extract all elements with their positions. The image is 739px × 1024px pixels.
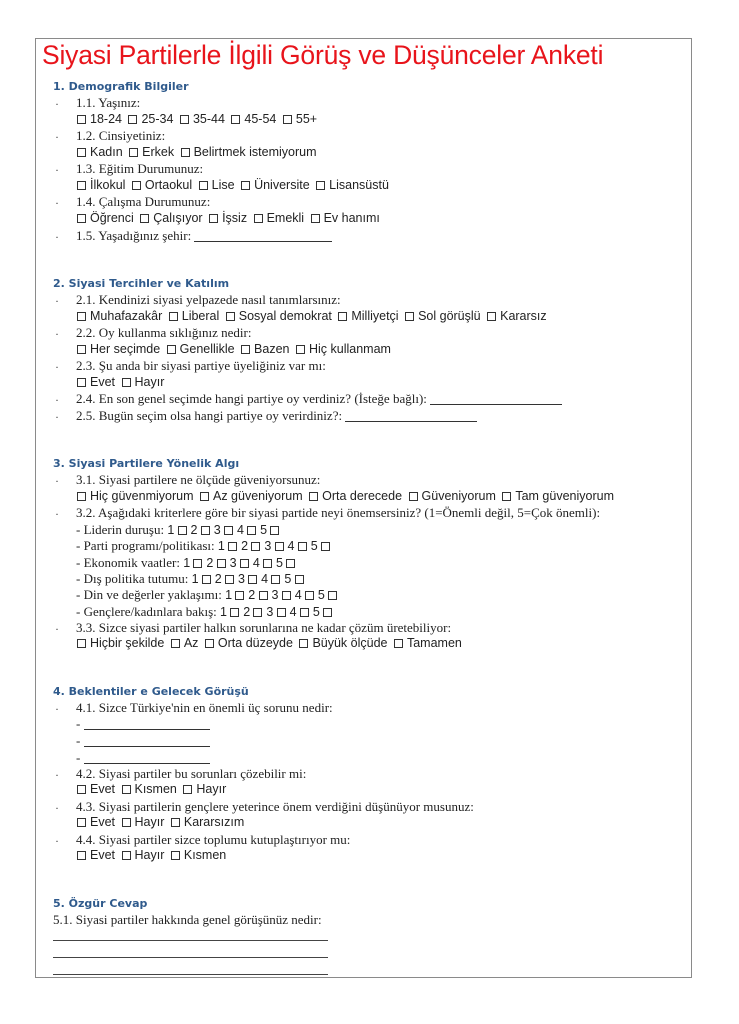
answer-line-1: -: [76, 716, 210, 732]
bullet: ·: [55, 360, 59, 374]
scale-number: 5: [260, 523, 268, 537]
scale-checkbox[interactable]: [286, 559, 295, 568]
option[interactable]: Her seçimde: [77, 342, 160, 356]
question-label: 5.1. Siyasi partiler hakkında genel görüşünüz nedir:: [53, 912, 322, 927]
option[interactable]: 18-24: [77, 112, 122, 126]
section-heading-free-answer: 5. Özgür Cevap: [53, 897, 148, 910]
scale-checkbox[interactable]: [248, 575, 257, 584]
checkbox[interactable]: [241, 345, 250, 354]
question-label: 2.3. Şu anda bir siyasi partiye üyeliğiniz var mı:: [76, 358, 326, 373]
options-polarization: [77, 848, 229, 862]
option[interactable]: Hiçbir şekilde: [77, 636, 164, 650]
scale-checkbox[interactable]: [230, 608, 239, 617]
question-label: 3.2. Aşağıdaki kriterlere göre bir siyasi partide neyi önemsersiniz? (1=Önemli değil, 5=Çok önemli):: [76, 505, 601, 520]
scale-number: 5: [276, 555, 283, 570]
vote-today-input[interactable]: [345, 410, 477, 422]
scale-checkbox[interactable]: [202, 575, 211, 584]
checkbox[interactable]: [77, 148, 86, 157]
scale-number: 1: [183, 555, 191, 570]
question-label: 3.3. Sizce siyasi partiler halkın sorunlarına ne kadar çözüm üretebiliyor:: [76, 620, 452, 635]
scale-number: 3: [271, 588, 279, 603]
option[interactable]: 35-44: [180, 112, 225, 126]
checkbox[interactable]: [122, 378, 131, 387]
question-label: 1.3. Eğitim Durumunuz:: [76, 161, 204, 176]
scale-checkbox[interactable]: [253, 608, 262, 617]
option[interactable]: Kararsızım: [171, 815, 244, 829]
option[interactable]: Ortaokul: [132, 178, 192, 192]
scale-number: 4: [261, 571, 269, 586]
checkbox[interactable]: [122, 818, 131, 827]
bullet: ·: [55, 768, 59, 782]
scale-checkbox[interactable]: [263, 559, 272, 568]
option[interactable]: Emekli: [254, 211, 305, 225]
checkbox[interactable]: [77, 115, 86, 124]
checkbox[interactable]: [405, 312, 414, 321]
scale-checkbox[interactable]: [235, 591, 244, 600]
option[interactable]: Güveniyorum: [409, 489, 496, 503]
option[interactable]: Sol görüşlü: [405, 309, 481, 323]
criteria-row: [76, 555, 299, 571]
option[interactable]: Kararsız: [487, 309, 547, 323]
option[interactable]: Hayır: [122, 815, 165, 829]
checkbox[interactable]: [129, 148, 138, 157]
scale-number: 3: [237, 571, 245, 586]
scale-number: 2: [243, 604, 251, 619]
checkbox[interactable]: [77, 818, 86, 827]
option[interactable]: Evet: [77, 782, 115, 796]
checkbox[interactable]: [409, 492, 418, 501]
option[interactable]: Milliyetçi: [338, 309, 398, 323]
option[interactable]: Belirtmek istemiyorum: [181, 145, 317, 159]
scale-checkbox[interactable]: [193, 559, 202, 568]
option[interactable]: Liberal: [169, 309, 220, 323]
option[interactable]: Hayır: [122, 848, 165, 862]
checkbox[interactable]: [296, 345, 305, 354]
question-vote-today: 2.5. Bugün seçim olsa hangi partiye oy verirdiniz?:: [76, 408, 477, 424]
option[interactable]: İlkokul: [77, 178, 125, 192]
scale-checkbox[interactable]: [271, 575, 280, 584]
free-answer-line-1[interactable]: [53, 940, 328, 941]
section-heading-political-preferences: 2. Siyasi Tercihler ve Katılım: [53, 277, 230, 290]
checkbox[interactable]: [77, 312, 86, 321]
criteria-row: [76, 571, 308, 587]
checkbox[interactable]: [180, 115, 189, 124]
option[interactable]: Orta derecede: [309, 489, 402, 503]
scale-number: 2: [248, 588, 256, 603]
option[interactable]: 55+: [283, 112, 317, 126]
question-label: 1.2. Cinsiyetiniz:: [76, 128, 166, 143]
checkbox[interactable]: [487, 312, 496, 321]
answer-line-3: -: [76, 750, 210, 766]
scale-checkbox[interactable]: [298, 542, 307, 551]
scale-number: 2: [214, 571, 222, 586]
criteria-row: [76, 522, 283, 538]
scale-number: 3: [264, 539, 272, 554]
criteria-label: - Dış politika tutumu:: [76, 570, 189, 586]
checkbox[interactable]: [77, 851, 86, 860]
option[interactable]: Tam güveniyorum: [502, 489, 614, 503]
option[interactable]: Az güveniyorum: [200, 489, 303, 503]
option[interactable]: Kadın: [77, 145, 123, 159]
scale-checkbox[interactable]: [217, 559, 226, 568]
checkbox[interactable]: [169, 312, 178, 321]
bullet: ·: [55, 801, 59, 815]
checkbox[interactable]: [205, 639, 214, 648]
scale-number: 1: [225, 588, 233, 603]
scale-number: 3: [213, 523, 221, 537]
question-label: 3.1. Siyasi partilere ne ölçüde güveniyorsunuz:: [76, 472, 321, 487]
bullet: ·: [55, 97, 59, 111]
criteria-label: - Parti programı/politikası:: [76, 538, 215, 554]
checkbox[interactable]: [77, 785, 86, 794]
criteria-row: [76, 604, 336, 620]
checkbox[interactable]: [77, 492, 86, 501]
bullet: ·: [55, 130, 59, 144]
option[interactable]: Genellikle: [167, 342, 235, 356]
option[interactable]: Lisansüstü: [316, 178, 389, 192]
options-education: [77, 178, 392, 192]
option[interactable]: Ev hanımı: [311, 211, 380, 225]
problem-input-2[interactable]: [84, 735, 210, 747]
scale-checkbox[interactable]: [275, 542, 284, 551]
checkbox[interactable]: [209, 214, 218, 223]
scale-checkbox[interactable]: [201, 526, 210, 535]
option[interactable]: Hiç kullanmam: [296, 342, 391, 356]
scale-number: 1: [191, 571, 199, 586]
scale-checkbox[interactable]: [251, 542, 260, 551]
checkbox[interactable]: [77, 181, 86, 190]
scale-checkbox[interactable]: [300, 608, 309, 617]
checkbox[interactable]: [316, 181, 325, 190]
scale-number: 2: [190, 523, 198, 537]
checkbox[interactable]: [122, 785, 131, 794]
problem-input-1[interactable]: [84, 718, 210, 730]
checkbox[interactable]: [183, 785, 192, 794]
scale-number: 4: [294, 588, 302, 603]
answer-line-2: -: [76, 733, 210, 749]
survey-title: Siyasi Partilerle İlgili Görüş ve Düşünceler Anketi: [42, 40, 604, 70]
problem-input-3[interactable]: [84, 752, 210, 764]
scale-number: 4: [252, 555, 260, 570]
section-heading-expectations: 4. Beklentiler e Gelecek Görüşü: [53, 685, 249, 698]
checkbox[interactable]: [283, 115, 292, 124]
question-label: 2.2. Oy kullanma sıklığınız nedir:: [76, 325, 252, 340]
scale-number: 5: [312, 604, 320, 619]
checkbox[interactable]: [77, 639, 86, 648]
option[interactable]: Kısmen: [171, 848, 226, 862]
scale-number: 5: [317, 588, 325, 603]
scale-number: 1: [167, 523, 175, 537]
checkbox[interactable]: [77, 214, 86, 223]
criteria-row: [76, 538, 334, 554]
checkbox[interactable]: [309, 492, 318, 501]
checkbox[interactable]: [171, 818, 180, 827]
question-city: 1.5. Yaşadığınız şehir:: [76, 228, 332, 244]
free-answer-line-2[interactable]: [53, 957, 328, 958]
bullet: ·: [55, 622, 59, 636]
bullet: ·: [55, 834, 59, 848]
options-solutions: [77, 636, 465, 650]
checkbox[interactable]: [502, 492, 511, 501]
question-label: 2.1. Kendinizi siyasi yelpazede nasıl tanımlarsınız:: [76, 292, 341, 307]
options-ideology: [77, 309, 550, 323]
scale-checkbox[interactable]: [247, 526, 256, 535]
section-heading-demographics: 1. Demografik Bilgiler: [53, 80, 189, 93]
criteria-label: - Liderin duruşu:: [76, 522, 165, 537]
option[interactable]: Tamamen: [394, 636, 462, 650]
option[interactable]: Evet: [77, 848, 115, 862]
checkbox[interactable]: [200, 492, 209, 501]
scale-number: 5: [284, 571, 292, 586]
option[interactable]: 25-34: [128, 112, 173, 126]
option[interactable]: Kısmen: [122, 782, 177, 796]
checkbox[interactable]: [171, 639, 180, 648]
checkbox[interactable]: [77, 378, 86, 387]
bullet: ·: [55, 393, 59, 407]
scale-checkbox[interactable]: [323, 608, 332, 617]
options-employment: [77, 211, 383, 225]
question-label: 4.2. Siyasi partiler bu sorunları çözebilir mi:: [76, 766, 307, 781]
section-heading-perception: 3. Siyasi Partilere Yönelik Algı: [53, 457, 240, 470]
criteria-row: [76, 587, 341, 603]
option[interactable]: Bazen: [241, 342, 289, 356]
scale-checkbox[interactable]: [295, 575, 304, 584]
checkbox[interactable]: [199, 181, 208, 190]
checkbox[interactable]: [132, 181, 141, 190]
checkbox[interactable]: [394, 639, 403, 648]
scale-number: 1: [217, 539, 225, 554]
bullet: ·: [55, 327, 59, 341]
bullet: ·: [55, 230, 59, 244]
option[interactable]: Az: [171, 636, 199, 650]
scale-checkbox[interactable]: [225, 575, 234, 584]
checkbox[interactable]: [254, 214, 263, 223]
option[interactable]: 45-54: [231, 112, 276, 126]
option[interactable]: İşsiz: [209, 211, 247, 225]
option[interactable]: Evet: [77, 815, 115, 829]
bullet: ·: [55, 410, 59, 424]
bullet: ·: [55, 507, 59, 521]
checkbox[interactable]: [338, 312, 347, 321]
option[interactable]: Büyük ölçüde: [299, 636, 387, 650]
scale-checkbox[interactable]: [240, 559, 249, 568]
option[interactable]: Lise: [199, 178, 235, 192]
scale-number: 4: [289, 604, 297, 619]
scale-checkbox[interactable]: [277, 608, 286, 617]
option[interactable]: Üniversite: [241, 178, 310, 192]
option[interactable]: Erkek: [129, 145, 174, 159]
options-voting-frequency: [77, 342, 394, 356]
options-membership: [77, 375, 167, 389]
scale-number: 3: [266, 604, 274, 619]
checkbox[interactable]: [122, 851, 131, 860]
scale-checkbox[interactable]: [224, 526, 233, 535]
option[interactable]: Hayır: [183, 782, 226, 796]
option[interactable]: Hiç güvenmiyorum: [77, 489, 194, 503]
checkbox[interactable]: [181, 148, 190, 157]
scale-checkbox[interactable]: [228, 542, 237, 551]
bullet: ·: [55, 702, 59, 716]
bullet: ·: [55, 163, 59, 177]
bullet: ·: [55, 294, 59, 308]
question-label: 4.1. Sizce Türkiye'nin en önemli üç sorunu nedir:: [76, 700, 333, 715]
city-input[interactable]: [194, 230, 332, 242]
checkbox[interactable]: [167, 345, 176, 354]
checkbox[interactable]: [241, 181, 250, 190]
options-gender: [77, 145, 320, 159]
question-last-vote: 2.4. En son genel seçimde hangi partiye oy verdiniz? (İsteğe bağlı):: [76, 391, 562, 407]
scale-number: 5: [310, 539, 318, 554]
last-vote-input[interactable]: [430, 393, 562, 405]
checkbox[interactable]: [171, 851, 180, 860]
checkbox[interactable]: [140, 214, 149, 223]
checkbox[interactable]: [226, 312, 235, 321]
option[interactable]: Sosyal demokrat: [226, 309, 332, 323]
option[interactable]: Muhafazakâr: [77, 309, 162, 323]
checkbox[interactable]: [231, 115, 240, 124]
scale-number: 2: [241, 539, 249, 554]
option[interactable]: Hayır: [122, 375, 165, 389]
question-label: 4.4. Siyasi partiler sizce toplumu kutuplaştırıyor mu:: [76, 832, 351, 847]
scale-number: 3: [229, 555, 237, 570]
checkbox[interactable]: [128, 115, 137, 124]
criteria-label: - Gençlere/kadınlara bakış:: [76, 603, 217, 619]
scale-checkbox[interactable]: [328, 591, 337, 600]
scale-checkbox[interactable]: [282, 591, 291, 600]
scale-checkbox[interactable]: [305, 591, 314, 600]
bullet: ·: [55, 474, 59, 488]
checkbox[interactable]: [311, 214, 320, 223]
scale-number: 2: [206, 555, 214, 570]
bullet: ·: [55, 196, 59, 210]
scale-checkbox[interactable]: [321, 542, 330, 551]
scale-checkbox[interactable]: [259, 591, 268, 600]
option[interactable]: Çalışıyor: [140, 211, 202, 225]
scale-checkbox[interactable]: [178, 526, 187, 535]
question-label: 4.3. Siyasi partilerin gençlere yeterince önem verdiğini düşünüyor musunuz:: [76, 799, 474, 814]
checkbox[interactable]: [299, 639, 308, 648]
options-age: [77, 112, 320, 126]
option[interactable]: Öğrenci: [77, 211, 134, 225]
options-can-solve: [77, 782, 229, 796]
criteria-label: - Ekonomik vaatler:: [76, 554, 180, 570]
options-trust: [77, 489, 617, 503]
criteria-label: - Din ve değerler yaklaşımı:: [76, 587, 222, 603]
question-label: 1.4. Çalışma Durumunuz:: [76, 194, 211, 209]
question-label: 1.1. Yaşınız:: [76, 95, 141, 110]
scale-number: 1: [220, 604, 227, 619]
option[interactable]: Evet: [77, 375, 115, 389]
scale-number: 4: [236, 523, 244, 537]
options-youth: [77, 815, 247, 829]
checkbox[interactable]: [77, 345, 86, 354]
scale-checkbox[interactable]: [270, 526, 279, 535]
option[interactable]: Orta düzeyde: [205, 636, 293, 650]
free-answer-line-3[interactable]: [53, 974, 328, 975]
scale-number: 4: [287, 539, 295, 554]
